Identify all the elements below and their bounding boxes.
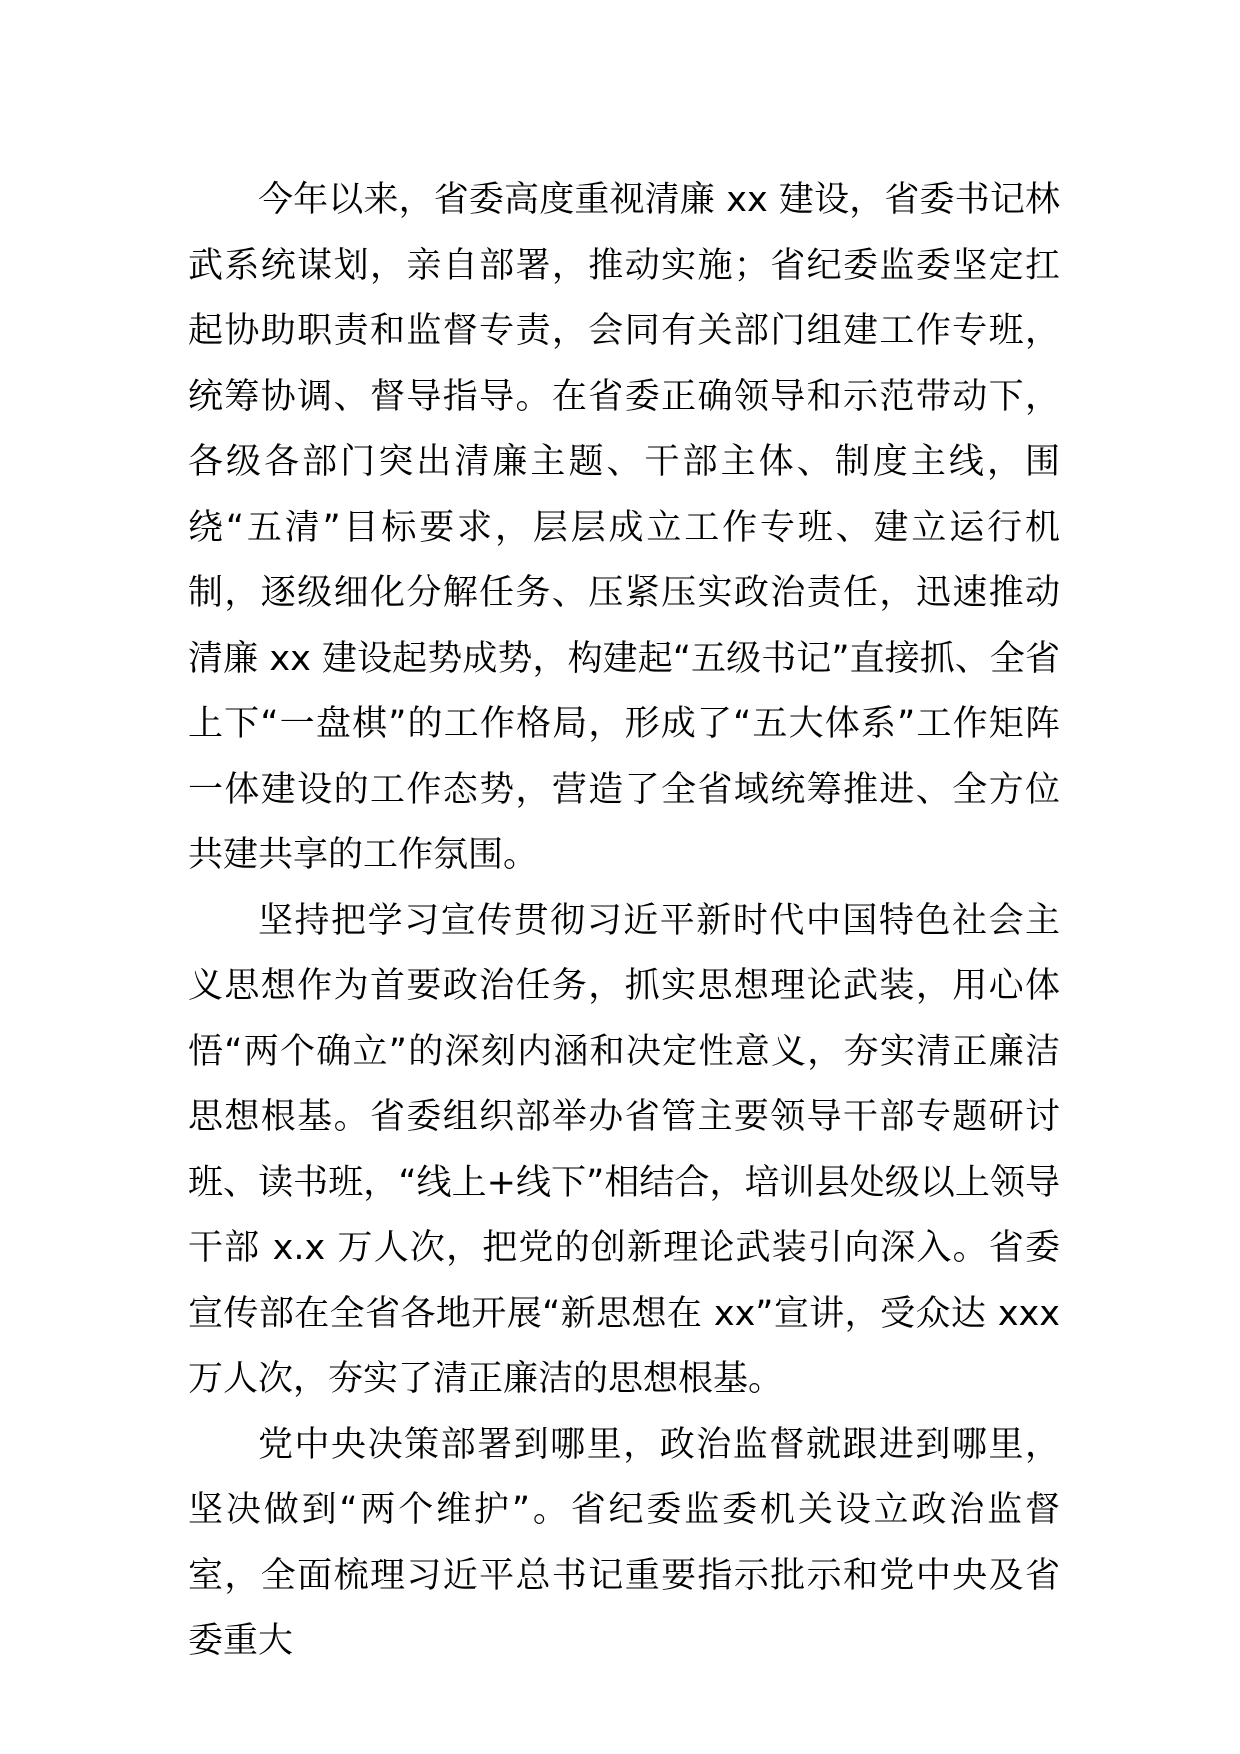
paragraph-3: 党中央决策部署到哪里，政治监督就跟进到哪里，坚决做到“两个维护”。省纪委监委机关设立政治监督室，全面梳理习近平总书记重要指示批示和党中央及省委重大 xyxy=(188,1424,1060,1661)
paragraph-1: 今年以来，省委高度重视清廉 xx 建设，省委书记林武系统谋划，亲自部署，推动实施；省纪委监委坚定扛起协助职责和监督专责，会同有关部门组建工作专班，统筹协调、督导指导。在省委正确领导和示范带动下，各级各部门突出清廉主题、干部主体、制度主线，围绕“五清”目标要求，层层成立工作专班、建立运行机制，逐级细化分解任务、压紧压实政治责任，迅速推动清廉 xx 建设起势成势，构建起“五级书记”直接抓、全省上下“一盘棋”的工作格局，形成了“五大体系”工作矩阵一体建设的工作态势，营造了全省域统筹推进、全方位共建共享的工作氛围。 xyxy=(188,180,1060,875)
paragraph-2: 坚持把学习宣传贯彻习近平新时代中国特色社会主义思想作为首要政治任务，抓实思想理论武装，用心体悟“两个确立”的深刻内涵和决定性意义，夯实清正廉洁思想根基。省委组织部举办省管主要领导干部专题研讨班、读书班，“线上+线下”相结合，培训县处级以上领导干部 x.x 万人次，把党的创新理论武装引向深入。省委宣传部在全省各地开展“新思想在 xx”宣讲，受众达 xxx 万人次，夯实了清正廉洁的思想根基。 xyxy=(188,900,1060,1399)
document-body xyxy=(188,168,1060,1675)
